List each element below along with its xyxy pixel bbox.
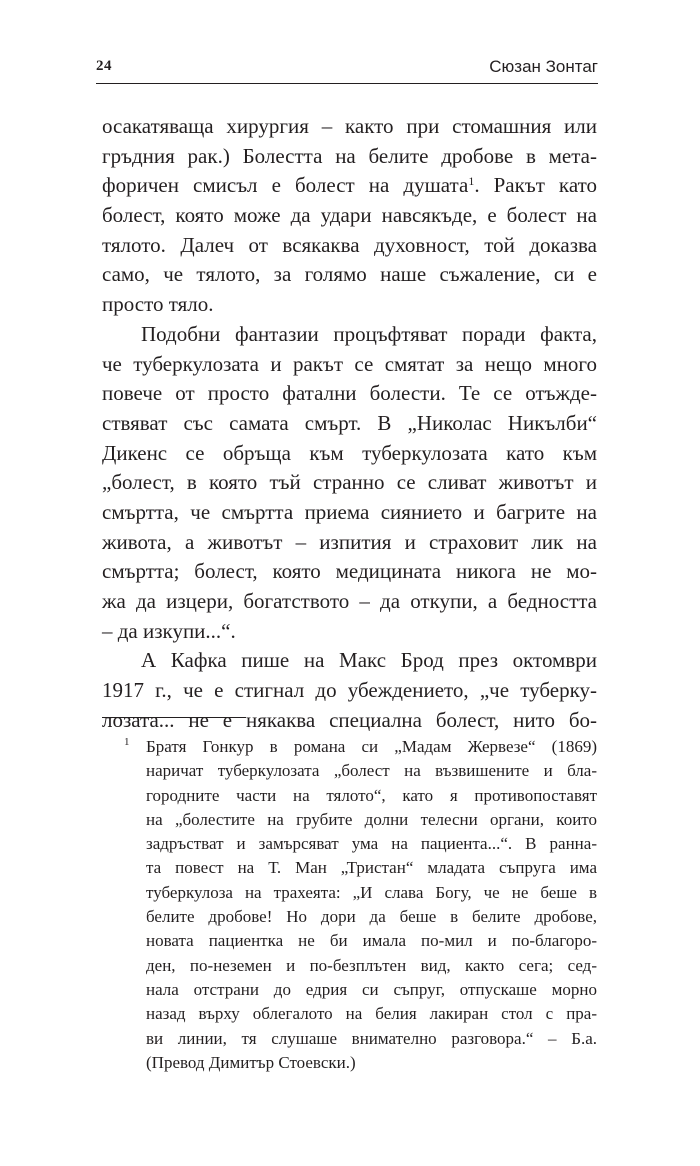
footnote-text [146,735,597,1075]
body-line-part: форичен смисъл е болест на душата [102,173,469,198]
footnote-line: назад върху облегалото на белия лакиран стол с пра- [146,1004,597,1024]
body-line: Дикенс се обръща към туберкулозата като към [102,440,597,465]
body-line: „болест, в която тъй странно се сливат животът и [102,470,597,495]
body-line: смъртта; болест, която медицината никога не мо- [102,559,597,584]
body-text [102,112,597,735]
body-line: живота, а животът – изпития и страховит лик на [102,529,597,554]
footnote-line: наричат туберкулозата „болест на възвишените и бла- [146,761,597,781]
body-line: смъртта, че смъртта приема сиянието и багрите на [102,499,597,524]
body-line: А Кафка пише на Макс Брод през октомври [141,648,597,673]
body-line: 1917 г., че е стигнал до убеждението, „че туберку- [102,678,597,703]
body-line: осакатяваща хирургия – както при стомашния или [102,114,597,138]
body-line: жа да изцери, богатството – да откупи, а бедността [102,589,597,613]
header-rule [96,83,598,84]
footnote-line: туберкулоза на трахеята: „И слава Богу, че не беше в [146,882,597,902]
footnote-separator-rule [102,717,246,718]
body-line: гръдния рак.) Болестта на белите дробове в мета- [102,143,597,168]
footnote-line: (Превод Димитър Стоевски.) [146,1052,356,1072]
footnote-line: белите дробове! Но дори да беше в белите дробове, [146,907,597,927]
body-line-with-footnote-ref [102,171,597,201]
footnote-line: нала отстрани до едрия си съпруг, отпускаше морно [146,979,597,999]
body-line: че туберкулозата и ракът се смятат за нещо много [102,351,597,376]
body-line: болест, която може да удари навсякъде, е болест на [102,203,597,228]
body-line: ствяват със самата смърт. В „Николас Никълби“ [102,410,597,435]
footnote-line: новата пациентка не би имала по-мил и по-благоро- [146,931,597,951]
page-number: 24 [96,58,112,74]
footnote-line: задръстват и замърсяват ума на пациента...“. В ранна- [146,834,597,854]
footnote-line: городните части на тялото“, като я противопоставят [146,785,597,805]
footnote-reference: 1 [468,174,475,189]
body-line: – да изкупи...“. [102,618,236,643]
footnote-line: Братя Гонкур в романа си „Мадам Жервезе“ (1869) [146,737,597,756]
body-line: повече от просто фатални болести. Те се отъжде- [102,381,597,406]
body-line: Подобни фантазии процъфтяват поради факта, [141,321,597,346]
body-line: просто тяло. [102,292,214,317]
body-line: тялото. Далеч от всякаква духовност, той доказва [102,232,597,257]
body-line: лозата... не е някаква специална болест, нито бо- [102,707,597,732]
footnote-line: ден, по-неземен и по-безплътен вид, както сега; сед- [146,955,597,975]
footnote-line: та повест на Т. Ман „Тристан“ младата съпруга има [146,858,597,878]
body-line-part: . Ракът като [474,173,597,198]
page-header [96,52,598,80]
running-head-author: Сюзан Зонтаг [489,57,598,76]
footnote-line: на „болестите на грубите долни телесни органи, които [146,809,597,829]
footnote-marker: 1 [124,736,130,748]
footnote-line: ви линии, тя слушаше внимателно разговора.“ – Б.а. [146,1028,597,1048]
body-line: само, че тялото, за голямо наше съжаление, си е [102,262,597,287]
